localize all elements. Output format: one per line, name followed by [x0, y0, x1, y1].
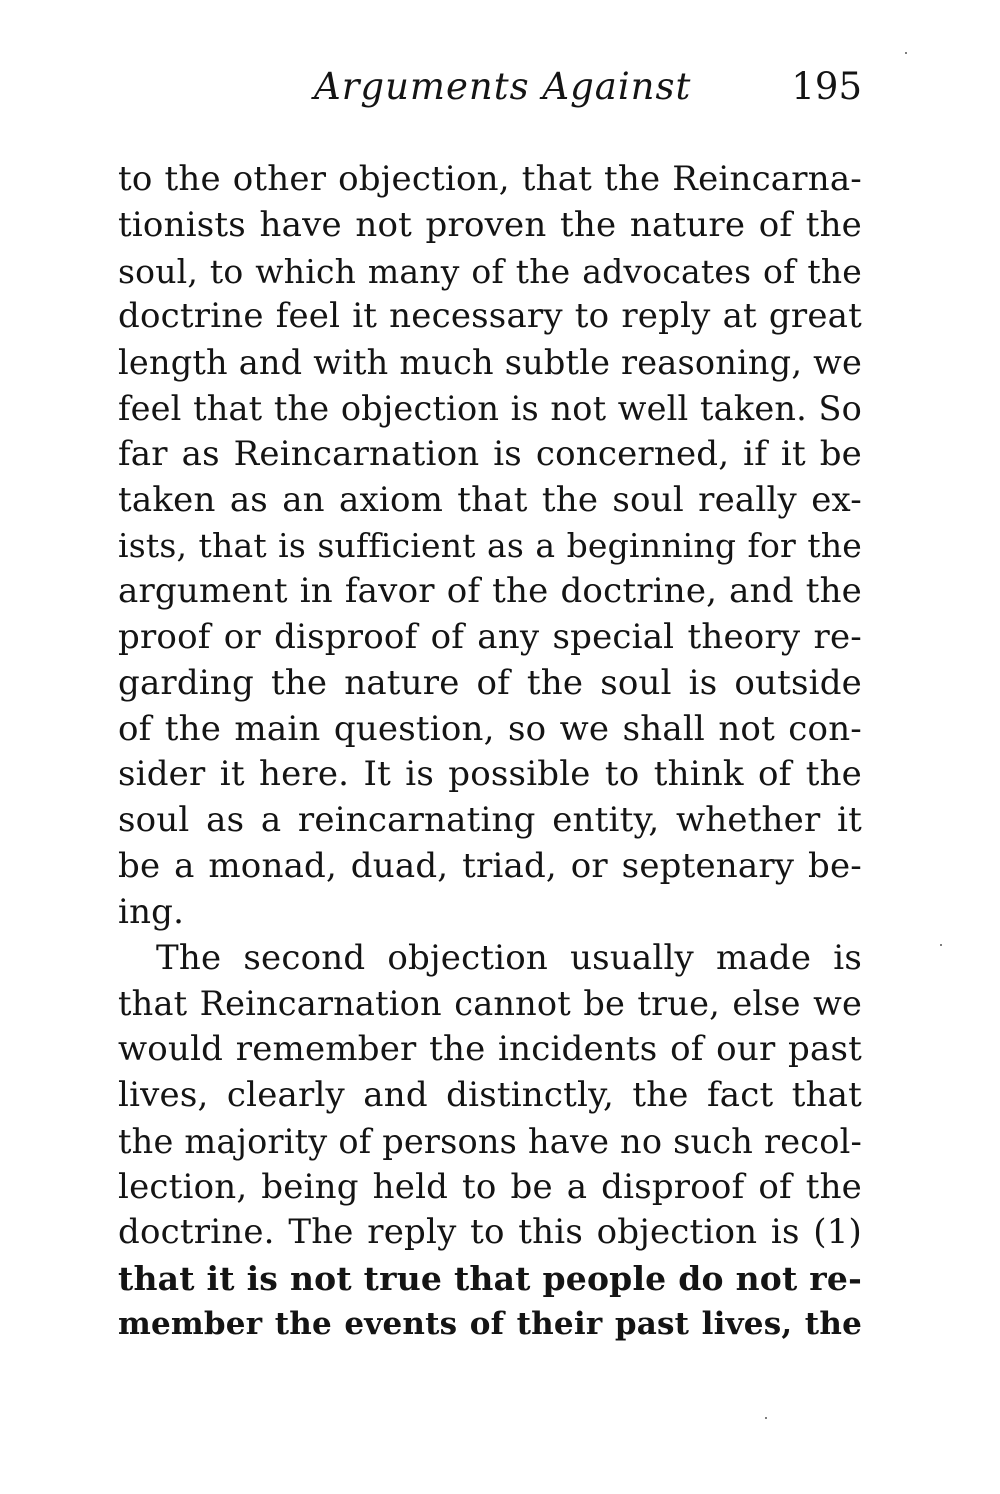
- scan-speck: [905, 52, 907, 54]
- paragraph-first-line: The second objection usually made is: [156, 937, 862, 978]
- text-line: doctrine feel it necessary to reply at great: [118, 296, 862, 337]
- text-line: taken as an axiom that the soul really ex-: [118, 479, 862, 520]
- text-line: sider it here. It is possible to think of the: [118, 754, 862, 795]
- text-line: length and with much subtle reasoning, we: [118, 343, 862, 383]
- text-line: tionists have not proven the nature of the: [118, 204, 862, 245]
- text-line: soul, to which many of the advocates of the: [118, 251, 862, 291]
- text-line: to the other objection, that the Reincarna-: [118, 159, 862, 199]
- page-number: 195: [791, 65, 862, 108]
- scan-speck: [765, 1417, 767, 1419]
- text-line: be a monad, duad, triad, or septenary be-: [118, 845, 862, 886]
- text-line: argument in favor of the doctrine, and the: [118, 571, 862, 612]
- running-title: Arguments Against: [314, 65, 692, 108]
- text-line: that it is not true that people do not re-: [118, 1259, 862, 1299]
- body-text: [118, 157, 862, 1348]
- text-line: ists, that is sufficient as a beginning for the: [118, 526, 862, 566]
- text-line: that Reincarnation cannot be true, else we: [118, 984, 862, 1024]
- text-line: soul as a reincarnating entity, whether it: [118, 800, 862, 841]
- text-line: proof or disproof of any special theory re-: [118, 616, 862, 657]
- text-line: lection, being held to be a disproof of the: [118, 1166, 862, 1207]
- text-line: doctrine. The reply to this objection is (1): [118, 1212, 862, 1253]
- text-line: would remember the incidents of our past: [118, 1029, 862, 1070]
- text-line: far as Reincarnation is concerned, if it be: [118, 433, 862, 474]
- text-line: member the events of their past lives, the: [118, 1305, 862, 1342]
- text-line: feel that the objection is not well taken. So: [118, 388, 862, 428]
- running-head: [118, 62, 862, 112]
- text-line: garding the nature of the soul is outside: [118, 662, 862, 703]
- text-line: of the main question, so we shall not con-: [118, 708, 862, 749]
- scan-speck: [940, 944, 942, 946]
- text-line: ing.: [118, 891, 185, 932]
- text-line: lives, clearly and distinctly, the fact that: [118, 1074, 862, 1115]
- text-line: the majority of persons have no such recol-: [118, 1121, 862, 1161]
